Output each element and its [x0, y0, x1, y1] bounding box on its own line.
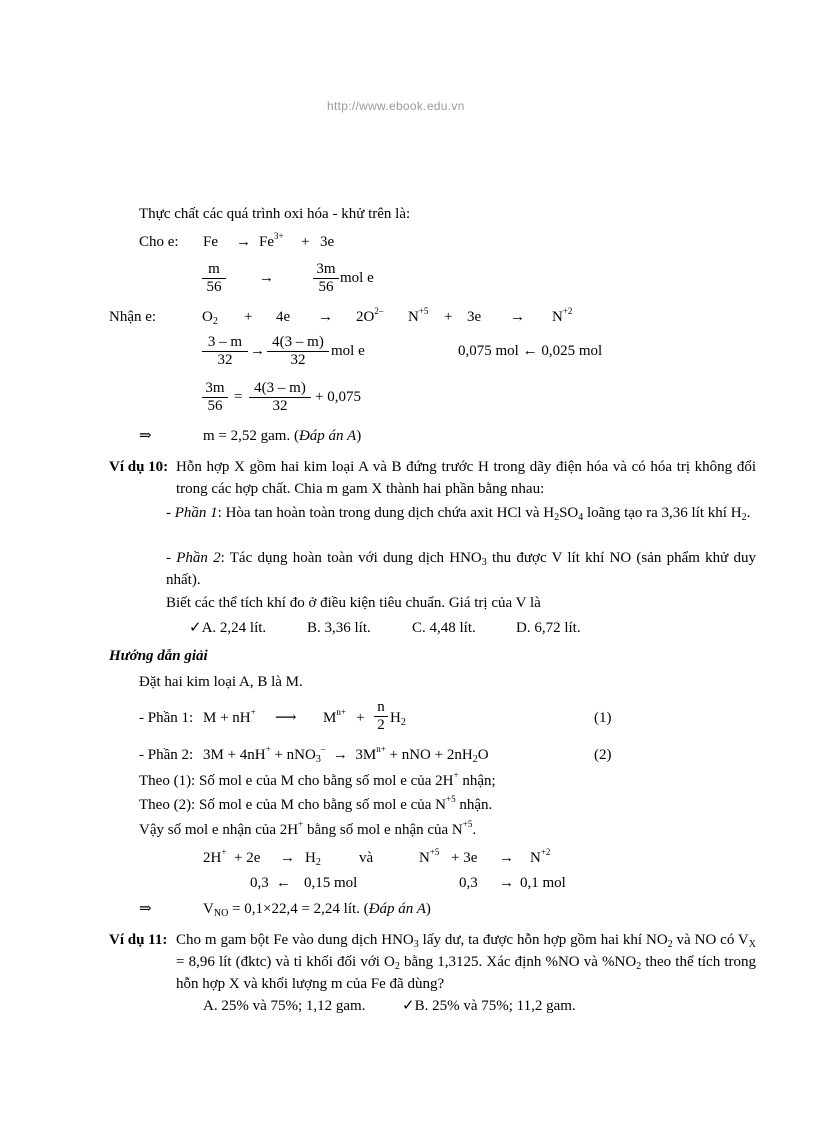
plus: + — [356, 710, 365, 726]
r-2h: 2H+ — [203, 847, 227, 866]
oxide-ion: $2O^{2-}$ — [356, 306, 384, 325]
v-01: 0,1 mol — [520, 875, 566, 891]
three-e: 3e — [467, 309, 482, 325]
implies: ⇒ — [139, 901, 152, 917]
eq2: $3M + 4nH^+ + nNO_3^- \to 3M^{n+}$ + nNO + $2nH_2O$ — [203, 744, 489, 765]
plus-0075: + 0,075 — [315, 389, 361, 405]
arrow: → — [250, 343, 265, 359]
example-10-text: Hỗn hợp X gồm hai kim loại A và B đứng trước H trong dãy điện hóa và có hóa trị không đổi trong các hợp chất. Chia m gam X thành hai phần bằng nhau: — [176, 459, 756, 497]
v-03b: 0,3 — [459, 875, 478, 891]
part-1-text: - Phần 1: Hòa tan hoàn toàn trong dung dịch chứa axit HCl và $H_2SO_4$ loãng tạo ra 3,36 lít khí $H_2$. — [166, 505, 751, 523]
solution-set: Đặt hai kim loại A, B là M. — [139, 674, 303, 690]
v-03: 0,3 — [250, 875, 269, 891]
header-url: http://www.ebook.edu.vn — [327, 99, 465, 113]
theo-1: Theo (1): Số mol e của M cho bằng số mol e của 2H+ nhận; — [139, 770, 496, 789]
example-10-label: Ví dụ 10: — [109, 459, 169, 475]
ex11-option-a: A. 25% và 75%; 1,12 gam. — [203, 998, 366, 1014]
option-c: C. 4,48 lít. — [412, 620, 476, 636]
v-015: 0,15 mol — [304, 875, 358, 891]
arrow: → — [499, 875, 514, 891]
arrow: → — [499, 850, 514, 866]
eq1-mn: $M^{n+}$ — [323, 707, 346, 726]
frac-m-56: $\frac{m}{56}$ — [202, 261, 226, 296]
frac-4-3-m-32: $\frac{4(3 - m)}{32}$ — [249, 380, 311, 415]
arrow: → — [259, 270, 274, 286]
equals: = — [234, 389, 243, 405]
ex11-option-b: ✓B. 25% và 75%; 11,2 gam. — [402, 998, 576, 1014]
vno-result: $V_{NO} = 0,1\times 22,4 = 2,24$ lít. (Đáp án A) — [203, 901, 431, 919]
example-11-text: Cho m gam bột Fe vào dung dịch $HNO_3$ lấy dư, ta được hỗn hợp gồm hai khí $NO_2$ và NO có $V_X = 8,96$ lít (đktc) và tỉ khối đối với $O_2$ bằng 1,3125. Xác định %NO và $\%NO_2$ theo thể tích trong hỗn hợp X và khối lượng m của Fe đã dùng? — [176, 932, 757, 992]
left-arrow: ← — [276, 875, 291, 891]
question: Biết các thể tích khí đo ở điều kiện tiêu chuẩn. Giá trị của V là — [166, 595, 541, 611]
result-m: m = 2,52 gam. (Đáp án A) — [203, 428, 362, 444]
r-n2: $N^{+2}$ — [530, 847, 551, 866]
arrow: → — [236, 234, 251, 250]
eq1-arrow: ⟶ — [275, 710, 297, 726]
plus: + — [301, 234, 310, 250]
frac-4-3-m-32: $\frac{4(3 - m)}{32}$ — [267, 334, 329, 369]
phan-2-label: - Phần 2: — [139, 747, 194, 763]
frac-3-m-32: $\frac{3 - m}{32}$ — [202, 334, 248, 369]
give-label: Cho e: — [139, 234, 179, 250]
implies: ⇒ — [139, 428, 152, 444]
vay-line: Vậy số mol e nhận của 2H+ bằng số mol e nhận của $N^{+5}$. — [139, 819, 477, 838]
option-a: ✓A. 2,24 lít. — [189, 620, 267, 636]
va: và — [359, 850, 374, 866]
give-3e: 3e — [320, 234, 335, 250]
eq1-number: (1) — [594, 710, 612, 726]
arrow: → — [510, 309, 525, 325]
eq1-h2: $H_2$ — [390, 710, 406, 728]
four-e: 4e — [276, 309, 291, 325]
frac-n-2: $\frac{n}{2}$ — [374, 699, 388, 734]
r-h2: $H_2$ — [305, 850, 321, 868]
frac-3m-56: $\frac{3m}{56}$ — [202, 380, 228, 415]
mol-e: mol e — [331, 343, 365, 359]
o2: $O_2$ — [202, 309, 218, 327]
frac-3m-56: $\frac{3m}{56}$ — [313, 261, 339, 296]
recv-label: Nhận e: — [109, 309, 157, 325]
give-fe: Fe — [203, 234, 218, 250]
arrow: → — [280, 850, 295, 866]
option-b: B. 3,36 lít. — [307, 620, 371, 636]
option-d: D. 6,72 lít. — [516, 620, 581, 636]
check-icon: ✓ — [189, 620, 202, 636]
r-2e: + 2e — [234, 850, 261, 866]
solution-heading: Hướng dẫn giải — [109, 648, 208, 664]
check-icon: ✓ — [402, 998, 415, 1014]
theo-2: Theo (2): Số mol e của M cho bằng số mol e của $N^{+5}$ nhận. — [139, 794, 493, 813]
eq2-number: (2) — [594, 747, 612, 763]
plus: + — [244, 309, 253, 325]
give-ion: $Fe^{3+}$ — [259, 231, 284, 250]
n-plus5: $N^{+5}$ — [408, 306, 429, 325]
example-11-label: Ví dụ 11: — [109, 932, 168, 948]
r-n5: $N^{+5}$ — [419, 847, 440, 866]
r-3e: + 3e — [451, 850, 478, 866]
eq1-left: M + nH+ — [203, 707, 256, 726]
plus: + — [444, 309, 453, 325]
part-2-text: - Phần 2: Tác dụng hoàn toàn với dung dịch $HNO_3$ thu được V lít khí NO (sản phẩm khử duy nhất). — [166, 550, 757, 588]
intro-line: Thực chất các quá trình oxi hóa - khử trên là: — [139, 206, 411, 222]
n-plus2: $N^{+2}$ — [552, 306, 573, 325]
arrow: → — [318, 309, 333, 325]
mol-e: mol e — [340, 270, 374, 286]
phan-1-label: - Phần 1: — [139, 710, 194, 726]
no-mol: 0,075 mol ← 0,025 mol — [458, 343, 603, 359]
